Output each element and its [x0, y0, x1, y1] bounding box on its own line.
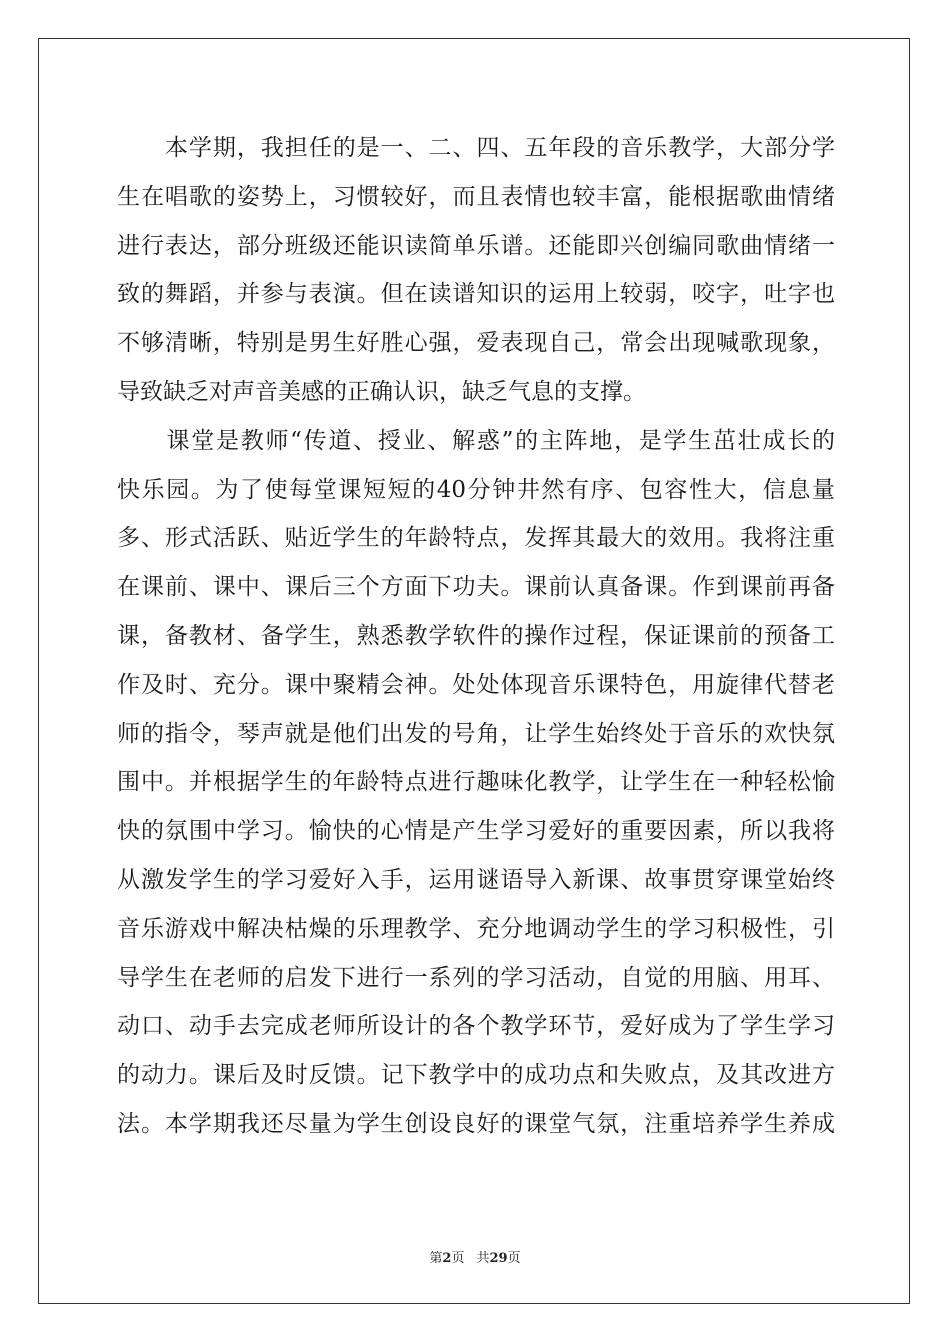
- text-line: 快的氛围中学习。愉快的心情是产生学习爱好的重要因素，所以我将: [117, 818, 835, 845]
- text-line: 围中。并根据学生的年龄特点进行趣味化教学，让学生在一种轻松愉: [117, 769, 835, 796]
- text-line: 快乐园。为了使每堂课短短的40分钟井然有序、包容性大，信息量: [117, 476, 835, 503]
- text-line: 不够清晰，特别是男生好胜心强，爱表现自己，常会出现喊歌现象，: [117, 330, 835, 357]
- text-line: 从激发学生的学习爱好入手，运用谜语导入新课、故事贯穿课堂始终: [117, 866, 835, 893]
- footer-total-prefix: 共: [476, 1251, 490, 1266]
- text-line: 课堂是教师“传道、授业、解惑”的主阵地，是学生茁壮成长的: [117, 427, 835, 454]
- document-body: [117, 128, 835, 1153]
- text-line: 动口、动手去完成老师所设计的各个教学环节，爱好成为了学生学习: [117, 1013, 835, 1040]
- text-line: 生在唱歌的姿势上，习惯较好，而且表情也较丰富，能根据歌曲情绪: [117, 183, 835, 210]
- footer-prefix: 第: [429, 1251, 443, 1266]
- text-line: 多、形式活跃、贴近学生的年龄特点，发挥其最大的效用。我将注重: [117, 525, 835, 552]
- text-line: 导学生在老师的启发下进行一系列的学习活动，自觉的用脑、用耳、: [117, 964, 835, 991]
- text-line: 的动力。课后及时反馈。记下教学中的成功点和失败点，及其改进方: [117, 1062, 835, 1089]
- text-line: 在课前、课中、课后三个方面下功夫。课前认真备课。作到课前再备: [117, 574, 835, 601]
- text-line: 师的指令，琴声就是他们出发的号角，让学生始终处于音乐的欢快氛: [117, 720, 835, 747]
- paragraph-2: [117, 421, 835, 1153]
- text-line: 导致缺乏对声音美感的正确认识，缺乏气息的支撑。: [117, 378, 646, 405]
- page-footer: [0, 1247, 950, 1266]
- text-line: 进行表达，部分班级还能识读简单乐谱。还能即兴创编同歌曲情绪一: [117, 232, 835, 259]
- text-line: 作及时、充分。课中聚精会神。处处体现音乐课特色，用旋律代替老: [117, 671, 835, 698]
- current-page-number: 2: [442, 1251, 452, 1266]
- paragraph-1: [117, 128, 835, 421]
- footer-page-word: 页: [451, 1251, 465, 1266]
- text-line: 法。本学期我还尽量为学生创设良好的课堂气氛，注重培养学生养成: [117, 1110, 835, 1137]
- text-line: 本学期，我担任的是一、二、四、五年段的音乐教学，大部分学: [117, 135, 835, 161]
- text-line: 致的舞蹈，并参与表演。但在读谱知识的运用上较弱，咬字，吐字也: [117, 281, 835, 308]
- total-page-count: 29: [489, 1251, 508, 1266]
- text-line: 课，备教材、备学生，熟悉教学软件的操作过程，保证课前的预备工: [117, 622, 835, 649]
- footer-total-word: 页: [507, 1251, 521, 1266]
- text-line: 音乐游戏中解决枯燥的乐理教学、充分地调动学生的学习积极性，引: [117, 915, 835, 942]
